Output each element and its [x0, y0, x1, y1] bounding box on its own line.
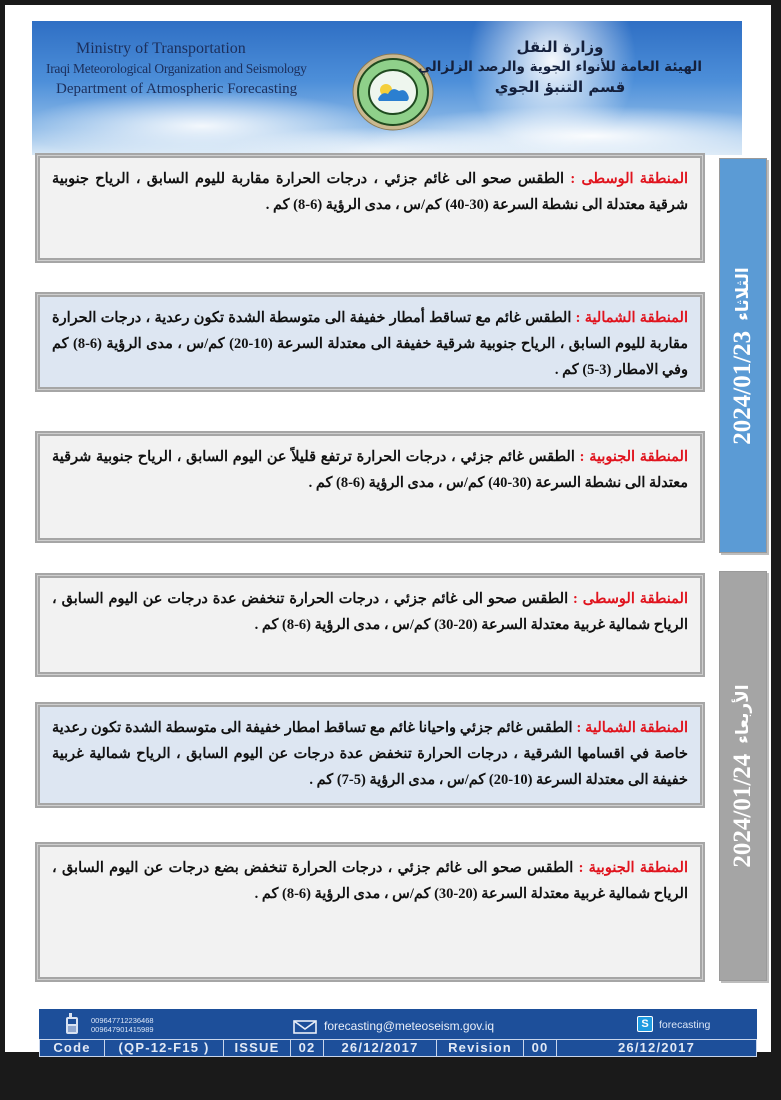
date-value: 2024/01/24 [729, 753, 756, 868]
region-label: المنطقة الوسطى : [573, 591, 688, 607]
email-link[interactable]: forecasting@meteoseism.gov.iq [324, 1019, 495, 1033]
date-label [729, 267, 757, 444]
forecast-text: الطقس غائم جزئي ، درجات الحرارة ترتفع قليلاً عن اليوم السابق ، الرياح جنوبية شرقية معتدلة الى نشطة السرعة (30-40) كم/س ، مدى الرؤية (6-8) كم . [52, 449, 688, 491]
revision-label: Revision [437, 1040, 524, 1057]
forecast-day1-central [35, 153, 705, 263]
forecast-day1-south [35, 431, 705, 543]
forecast-text: الطقس صحو الى غائم جزئي ، درجات الحرارة تنخفض بضع درجات عن اليوم السابق ، الرياح شمالية غربية معتدلة السرعة (20-30) كم/س ، مدى الرؤية (6-8) كم . [52, 860, 688, 902]
ministry-name-en: Ministry of Transportation [76, 40, 246, 57]
code-label: Code [40, 1040, 105, 1057]
forecast-day2-north [35, 702, 705, 808]
date-value: 2024/01/23 [729, 330, 756, 445]
arabic-title-block [418, 37, 702, 97]
phone-number-1: 009647712236468 [91, 1016, 154, 1025]
mobile-phone-icon [65, 1013, 79, 1035]
date-label [729, 684, 757, 867]
forecast-day2-south [35, 842, 705, 982]
department-name-en: Department of Atmospheric Forecasting [56, 81, 298, 97]
issue-label: ISSUE [224, 1040, 291, 1057]
department-name-ar: قسم التنبؤ الجوي [494, 78, 626, 96]
document-control-table [39, 1039, 757, 1057]
forecast-day1-north [35, 292, 705, 392]
forecast-text: الطقس غائم جزئي واحيانا غائم مع تساقط امطار خفيفة الى متوسطة الشدة تكون رعدية خاصة في اقسامها الشرقية ، درجات الحرارة تنخفض عدة درجات عن اليوم السابق ، الرياح شمالية غربية خفيفة الى معتدلة السرعة (10-20) كم/س ، مدى الرؤية (5-7) كم . [52, 720, 688, 788]
organization-name-ar: الهيئة العامة للأنواء الجوية والرصد الزلزالي [417, 59, 702, 75]
revision-date: 26/12/2017 [557, 1040, 757, 1057]
envelope-icon [293, 1020, 317, 1034]
phone-numbers [91, 1016, 154, 1034]
organization-name-en: Iraqi Meteorological Organization and Seismology [46, 61, 307, 76]
issue-value: 02 [291, 1040, 324, 1057]
date-bar-day1 [719, 158, 767, 553]
footer-contact-bar [39, 1009, 757, 1057]
code-value: (QP-12-F15 ) [105, 1040, 224, 1057]
revision-value: 00 [524, 1040, 557, 1057]
forecast-text: الطقس صحو الى غائم جزئي ، درجات الحرارة تنخفض عدة درجات عن اليوم السابق ، الرياح شمالية غربية معتدلة السرعة (20-30) كم/س ، مدى الرؤية (6-8) كم . [52, 591, 688, 633]
region-label: المنطقة الوسطى : [570, 171, 689, 187]
forecast-page [5, 5, 771, 1055]
weekday-label: الثلاثاء [733, 266, 753, 321]
region-label: المنطقة الشمالية : [575, 310, 688, 326]
skype-handle[interactable]: forecasting [659, 1019, 711, 1031]
weekday-label: الأربعاء [733, 684, 753, 744]
region-label: المنطقة الجنوبية : [579, 449, 688, 465]
skype-icon: S [637, 1016, 653, 1032]
region-label: المنطقة الشمالية : [576, 720, 689, 736]
ministry-name-ar: وزارة النقل [516, 38, 604, 56]
region-label: المنطقة الجنوبية : [578, 860, 688, 876]
english-title-block [46, 39, 307, 99]
forecast-text: الطقس غائم مع تساقط أمطار خفيفة الى متوسطة الشدة تكون رعدية ، درجات الحرارة مقاربة لليوم السابق ، الرياح جنوبية شرقية خفيفة الى معتدلة السرعة (10-20) كم/س ، مدى الرؤية (6-8) كم وفي الامطار (3-5) كم . [52, 310, 689, 378]
forecast-text: الطقس صحو الى غائم جزئي ، درجات الحرارة مقاربة لليوم السابق ، الرياح جنوبية شرقية معتدلة الى نشطة السرعة (30-40) كم/س ، مدى الرؤية (6-8) كم . [52, 171, 688, 213]
header-banner [32, 21, 742, 155]
forecast-day2-central [35, 573, 705, 677]
phone-number-2: 009647901415989 [91, 1025, 154, 1034]
issue-date: 26/12/2017 [324, 1040, 437, 1057]
date-bar-day2 [719, 571, 767, 981]
